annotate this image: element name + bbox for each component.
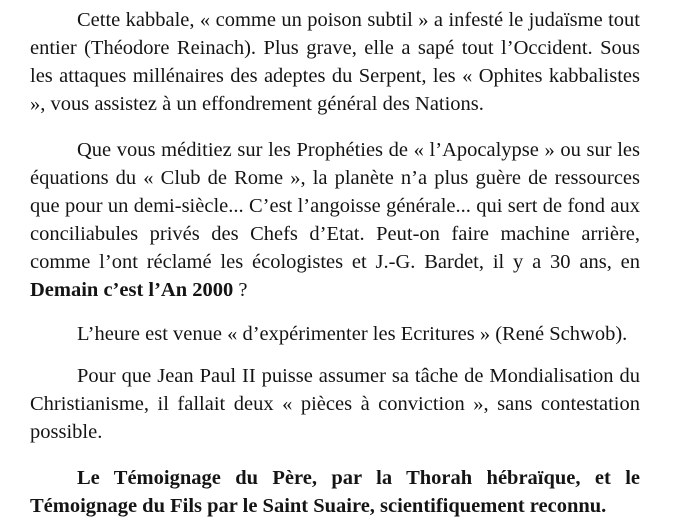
paragraph-kabbale: Cette kabbale, « comme un poison subtil » a infesté le judaïsme tout entier (Théodore Reinach). Plus grave, elle a sapé tout l’Occident. Sous les attaques millénaires des adeptes du Serpent, les « Ophites kabbalistes », vous assistez à un effondrement général des Nations.	[30, 9, 640, 115]
paragraph-jean-paul: Pour que Jean Paul II puisse assumer sa tâche de Mondialisation du Christianisme, il fallait deux « pièces à conviction », sans contestation possible.	[30, 365, 640, 443]
document-page	[30, 0, 640, 520]
paragraph-apocalypse-text: Que vous méditiez sur les Prophéties de « l’Apocalypse » ou sur les équations du « Club de Rome », la planète n’a plus guère de ressources que pour un demi-siècle... C’est l’angoisse générale... qui sert de fond aux conciliabules privés des Chefs d’Etat. Peut-on faire machine arrière, comme l’ont réclamé les écologistes et J.-G. Bardet, il y a 30 ans, en	[30, 139, 640, 273]
paragraph-apocalypse	[30, 136, 640, 304]
paragraph-temoignage: Le Témoignage du Père, par la Thorah hébraïque, et le Témoignage du Fils par le Saint Suaire, scientifiquement reconnu.	[30, 467, 640, 517]
book-title-demain: Demain c’est l’An 2000	[30, 279, 234, 301]
paragraph-heure: L’heure est venue « d’expérimenter les Ecritures » (René Schwob).	[77, 323, 628, 345]
paragraph-apocalypse-suffix: ?	[233, 279, 248, 301]
